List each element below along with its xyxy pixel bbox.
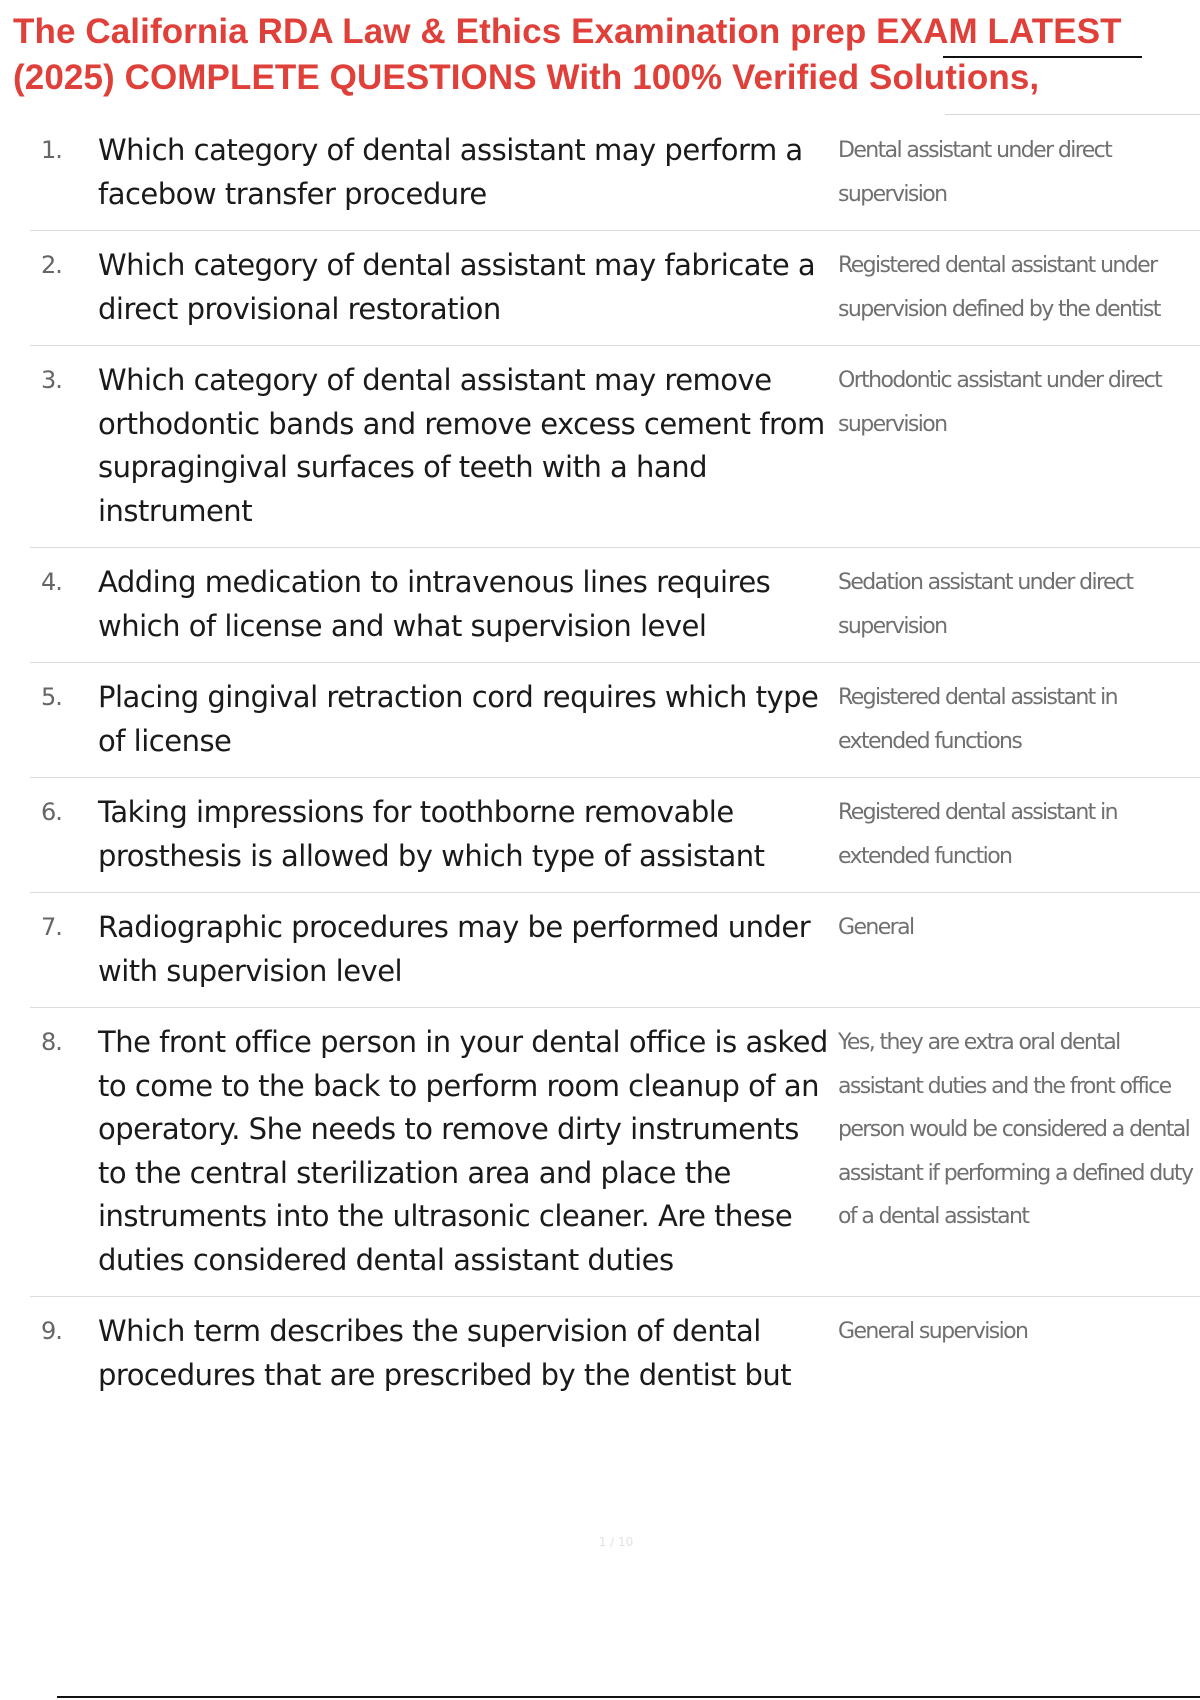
answer-text: Sedation assistant under direct supervision <box>838 570 1133 639</box>
question-number: 7. <box>41 913 62 941</box>
question-text: Which category of dental assistant may remove orthodontic bands and remove excess cement from supragingival surfaces of teeth with a hand instrument <box>98 363 825 528</box>
answer-text: Dental assistant under direct supervision <box>838 138 1112 207</box>
answer-text: Registered dental assistant in extended function <box>838 800 1117 869</box>
qa-row-2 <box>30 231 1200 346</box>
question-text: Placing gingival retraction cord requires which type of license <box>98 680 819 758</box>
document-title: The California RDA Law & Ethics Examination prep EXAM LATEST (2025) COMPLETE QUESTIONS With 100% Verified Solutions, <box>13 12 1122 97</box>
answer-text: General supervision <box>838 1319 1028 1344</box>
qa-list <box>30 116 1200 1411</box>
question-number: 3. <box>41 366 62 394</box>
question-number: 4. <box>41 568 62 596</box>
qa-row-6 <box>30 778 1200 893</box>
question-text: Adding medication to intravenous lines requires which of license and what supervision level <box>98 565 771 643</box>
question-number: 8. <box>41 1028 62 1056</box>
page-number: 1 / 10 <box>598 1535 634 1549</box>
qa-row-3 <box>30 346 1200 548</box>
answer-text: Registered dental assistant under supervision defined by the dentist <box>838 253 1160 322</box>
answer-text: General <box>838 915 914 940</box>
question-text: Which category of dental assistant may perform a facebow transfer procedure <box>98 133 803 211</box>
answer-text: Orthodontic assistant under direct supervision <box>838 368 1162 437</box>
footer-rule <box>57 1696 1200 1698</box>
question-text: The front office person in your dental office is asked to come to the back to perform room cleanup of an operatory. She needs to remove dirty instruments to the central sterilization area and place the instruments into the ultrasonic cleaner. Are these duties considered dental assistant duties <box>98 1025 828 1277</box>
title-rule-top <box>943 56 1142 58</box>
question-number: 2. <box>41 251 62 279</box>
answer-text: Registered dental assistant in extended functions <box>838 685 1117 754</box>
question-text: Which term describes the supervision of dental procedures that are prescribed by the dentist but <box>98 1314 792 1392</box>
qa-row-1 <box>30 116 1200 231</box>
question-text: Radiographic procedures may be performed under with supervision level <box>98 910 811 988</box>
question-text: Taking impressions for toothborne removable prosthesis is allowed by which type of assistant <box>98 795 765 873</box>
qa-row-8 <box>30 1008 1200 1297</box>
qa-row-5 <box>30 663 1200 778</box>
qa-row-7 <box>30 893 1200 1008</box>
qa-row-4 <box>30 548 1200 663</box>
question-number: 6. <box>41 798 62 826</box>
title-rule-bottom <box>945 114 1200 115</box>
answer-text: Yes, they are extra oral dental assistant duties and the front office person would be considered a dental assistant if performing a defined duty of a dental assistant <box>838 1030 1193 1229</box>
question-number: 9. <box>41 1317 62 1345</box>
question-number: 1. <box>41 136 62 164</box>
question-number: 5. <box>41 683 62 711</box>
qa-row-9 <box>30 1297 1200 1411</box>
question-text: Which category of dental assistant may fabricate a direct provisional restoration <box>98 248 816 326</box>
